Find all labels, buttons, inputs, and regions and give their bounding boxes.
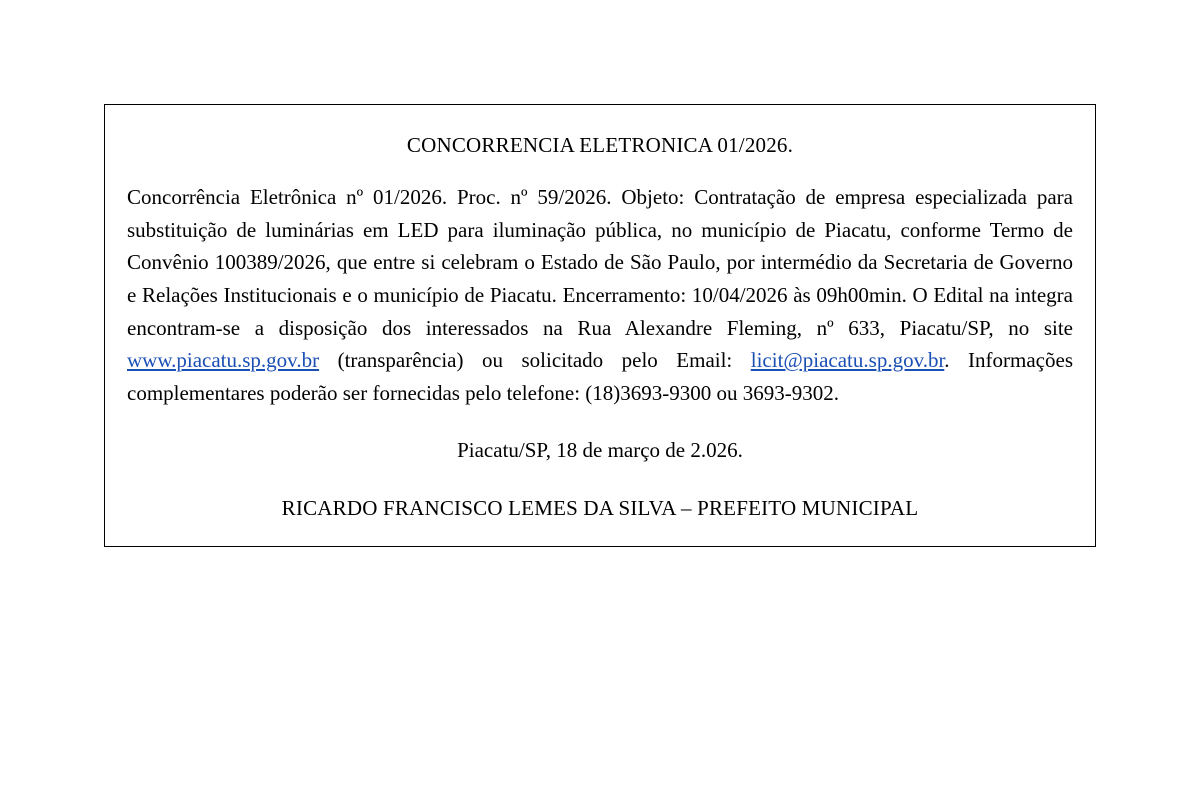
notice-body-text-part2: (transparência) ou solicitado pelo Email: bbox=[319, 348, 751, 373]
public-notice-box bbox=[104, 104, 1096, 547]
notice-body-paragraph bbox=[127, 181, 1073, 409]
website-link[interactable]: www.piacatu.sp.gov.br bbox=[127, 348, 320, 373]
notice-place-and-date: Piacatu/SP, 18 de março de 2.026. bbox=[457, 438, 743, 463]
notice-body-text-part3: . Informações complementares poderão ser fornecidas pelo telefone: (18)3693-9300 ou 3693-9302. bbox=[127, 348, 1073, 405]
notice-body-text-part1: Concorrência Eletrônica nº 01/2026. Proc. nº 59/2026. Objeto: Contratação de empresa especializada para substituição de luminárias em LED para iluminação pública, no município de Piacatu, conforme Termo de Convênio 100389/2026, que entre si celebram o Estado de São Paulo, por intermédio da Secretaria de Governo e Relações Institucionais e o município de Piacatu. Encerramento: 10/04/2026 às 09h00min. O Edital na integra encontram-se a disposição dos interessados na Rua Alexandre Fleming, nº 633, Piacatu/SP, no site bbox=[127, 185, 1073, 340]
notice-signature: RICARDO FRANCISCO LEMES DA SILVA – PREFEITO MUNICIPAL bbox=[281, 495, 919, 520]
notice-title: CONCORRENCIA ELETRONICA 01/2026. bbox=[406, 133, 794, 157]
email-link[interactable]: licit@piacatu.sp.gov.br bbox=[750, 348, 945, 373]
